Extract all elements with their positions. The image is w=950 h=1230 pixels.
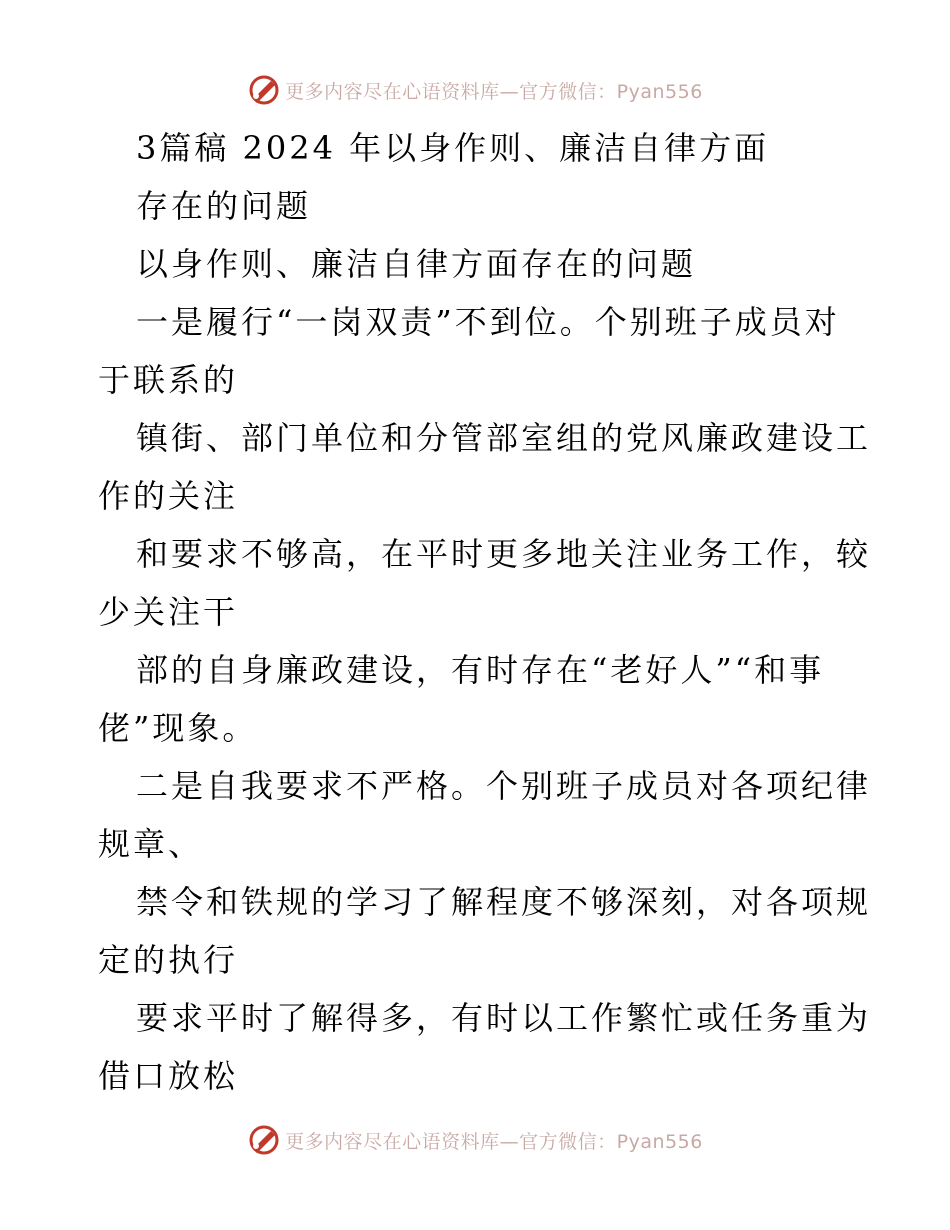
paragraph-line: 禁令和铁规的学习了解程度不够深刻，对各项规: [136, 883, 872, 921]
header-banner: [0, 70, 950, 110]
paragraph-line: 和要求不够高，在平时更多地关注业务工作，较: [136, 535, 872, 573]
footer-banner-text: 更多内容尽在心语资料库—官方微信：Pyan556: [285, 1130, 703, 1153]
brush-pen-circle-logo-icon: [247, 73, 281, 107]
header-banner-text: 更多内容尽在心语资料库—官方微信：Pyan556: [285, 80, 703, 103]
doc-title-line-2: 存在的问题: [136, 187, 312, 225]
paragraph-line: 一是履行“一岗双责”不到位。个别班子成员对: [136, 303, 840, 341]
paragraph-line: 要求平时了解得多，有时以工作繁忙或任务重为: [136, 999, 872, 1037]
paragraph-line: 借口放松: [98, 1057, 239, 1095]
paragraph-line: 镇街、部门单位和分管部室组的党风廉政建设工: [136, 419, 872, 457]
paragraph-line: 于联系的: [98, 361, 239, 399]
paragraph-line: 定的执行: [98, 941, 239, 979]
paragraph-line: 部的自身廉政建设，有时存在“老好人”“和事: [136, 651, 825, 689]
paragraph-line: 规章、: [98, 825, 204, 863]
brush-pen-circle-logo-icon: [247, 1123, 281, 1157]
paragraph-line: 作的关注: [98, 477, 239, 515]
paragraph-line: 少关注干: [98, 593, 239, 631]
paragraph-line: 二是自我要求不严格。个别班子成员对各项纪律: [136, 767, 872, 805]
paragraph-line: 佬”现象。: [98, 709, 258, 747]
doc-title-line-1: 3篇稿 2024 年以身作则、廉洁自律方面: [136, 129, 770, 167]
footer-banner: [0, 1120, 950, 1160]
doc-heading: 以身作则、廉洁自律方面存在的问题: [136, 245, 697, 283]
